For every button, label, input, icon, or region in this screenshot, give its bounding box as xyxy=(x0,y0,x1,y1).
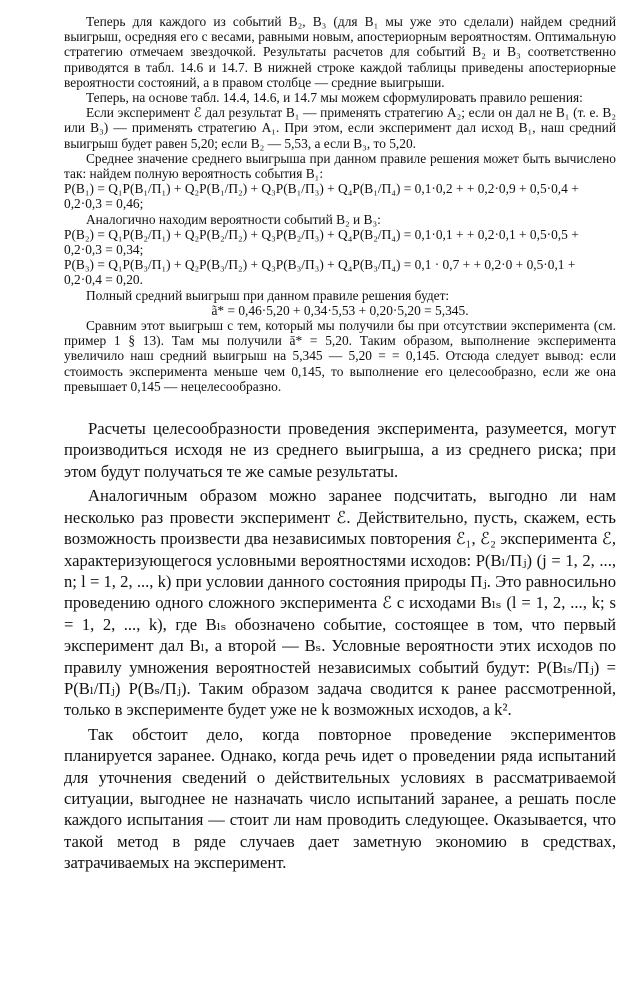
example-text-block xyxy=(64,14,616,394)
paragraph-comparison: Сравним этот выигрыш с тем, который мы получили бы при отсутствии эксперимента (см. пример 1 § 13). Там мы получили ā* = 5,20. Таким образом, выполнение эксперимента увеличило наш средний выигрыш на 5,345 — 5,20 = = 0,145. Отсюда следует вывод: если стоимость эксперимента меньше чем 0,145, то выполнение его целесообразно, если же она превышает 0,145 — нецелесообразно. xyxy=(64,318,616,394)
paragraph-risk: Расчеты целесообразности проведения эксперимента, разумеется, могут производиться исходя не из среднего выигрыша, а из среднего риска; при этом будут получаться те же самые результаты. xyxy=(64,419,616,481)
paragraph-total-gain-intro: Полный средний выигрыш при данном правиле решения будет: xyxy=(86,287,450,303)
paragraph-full-probability-intro: Среднее значение среднего выигрыша при данном правиле решения может быть вычислено так: найдем полную вероятность события B₁: xyxy=(64,150,616,182)
formula-p-b2: P(B₂) = Q₁P(B₂/Π₁) + Q₂P(B₂/Π₂) + Q₃P(B₂/Π₃) + Q₄P(B₂/Π₄) = 0,1·0,1 + + 0,2·0,1 + 0,5·0,5 + 0,2·0,3 = 0,34; xyxy=(64,226,579,258)
paragraph-analogous: Аналогично находим вероятности событий B₂ и B₃: xyxy=(86,211,381,227)
formula-p-b3: P(B₃) = Q₁P(B₃/Π₁) + Q₂P(B₃/Π₂) + Q₃P(B₃/Π₃) + Q₄P(B₃/Π₄) = 0,1 · 0,7 + + 0,2·0 + 0,5·0,1 + 0,2·0,4 = 0,20. xyxy=(64,257,576,288)
page xyxy=(64,14,616,877)
paragraph-averaging: Теперь для каждого из событий B₂, B₃ (для B₁ мы уже это сделали) найдем средний выигрыш, осредняя его с весами, равными новым, апостериорным вероятностям. Оптимальную стратегию отмечаем звездочкой. Результаты расчетов для событий B₂ и B₃ соответственно приводятся в табл. 14.6 и 14.7. В нижней строке каждой таблицы приведены апостериорные вероятности состояний, а в правом столбце — средние выигрыши. xyxy=(64,14,616,90)
paragraph-repeated-experiment: Аналогичным образом можно заранее подсчитать, выгодно ли нам несколько раз провести эксперимент ℰ. Действительно, пусть, скажем, есть возможность произвести два независимых повторения ℰ₁, ℰ₂ эксперимента ℰ, характеризующегося условными вероятностями исходов: P(Bₗ/Πⱼ) (j = 1, 2, ..., n; l = 1, 2, ..., k) при условии данного состояния природы Πⱼ. Это равносильно проведению одного сложного эксперимента ℰ с исходами Bₗₛ (l = 1, 2, ..., k; s = 1, 2, ..., k), где Bₗₛ обозначено событие, состоящее в том, что первый эксперимент дал Bₗ, а второй — Bₛ. Условные вероятности этих исходов по правилу умножения вероятностей независимых событий будут: P(Bₗₛ/Πⱼ) = P(Bₗ/Πⱼ) P(Bₛ/Πⱼ). Таким образом задача сводится к ранее рассмотренной, только в эксперименте будет уже не k возможных исходов, а k². xyxy=(64,486,616,720)
formula-p-b1: P(B₁) = Q₁P(B₁/Π₁) + Q₂P(B₁/Π₂) + Q₃P(B₁/Π₃) + Q₄P(B₁/Π₄) = 0,1·0,2 + + 0,2·0,9 + 0,5·0,4 + 0,2·0,3 = 0,46; xyxy=(64,181,579,212)
paragraph-sequential-testing: Так обстоит дело, когда повторное проведение экспериментов планируется заранее. Однако, когда речь идет о проведении ряда испытаний для уточнения сведений о действительных условиях в рассматриваемой ситуации, выгоднее не назначать число испытаний заранее, а решать после каждого испытания — стоит ли нам проводить следующее. Оказывается, что такой метод в ряде случаев дает заметную экономию в средствах, затрачиваемых на эксперимент. xyxy=(64,724,616,873)
paragraph-rule-intro: Теперь, на основе табл. 14.4, 14.6, и 14.7 мы можем сформулировать правило решения: xyxy=(86,90,583,106)
formula-total-gain: ã* = 0,46·5,20 + 0,34·5,53 + 0,20·5,20 = 5,345. xyxy=(211,302,469,318)
paragraph-decision-rule: Если эксперимент ℰ дал результат B₁ — применять стратегию A₂; если он дал не B₁ (т. е. B₂ или B₃) — применять стратегию A₁. При этом, если эксперимент дал исход B₁, наш средний выигрыш будет равен 5,20; если B₂ — 5,53, а если B₃, то 5,20. xyxy=(64,105,616,151)
main-text-block xyxy=(64,418,616,874)
